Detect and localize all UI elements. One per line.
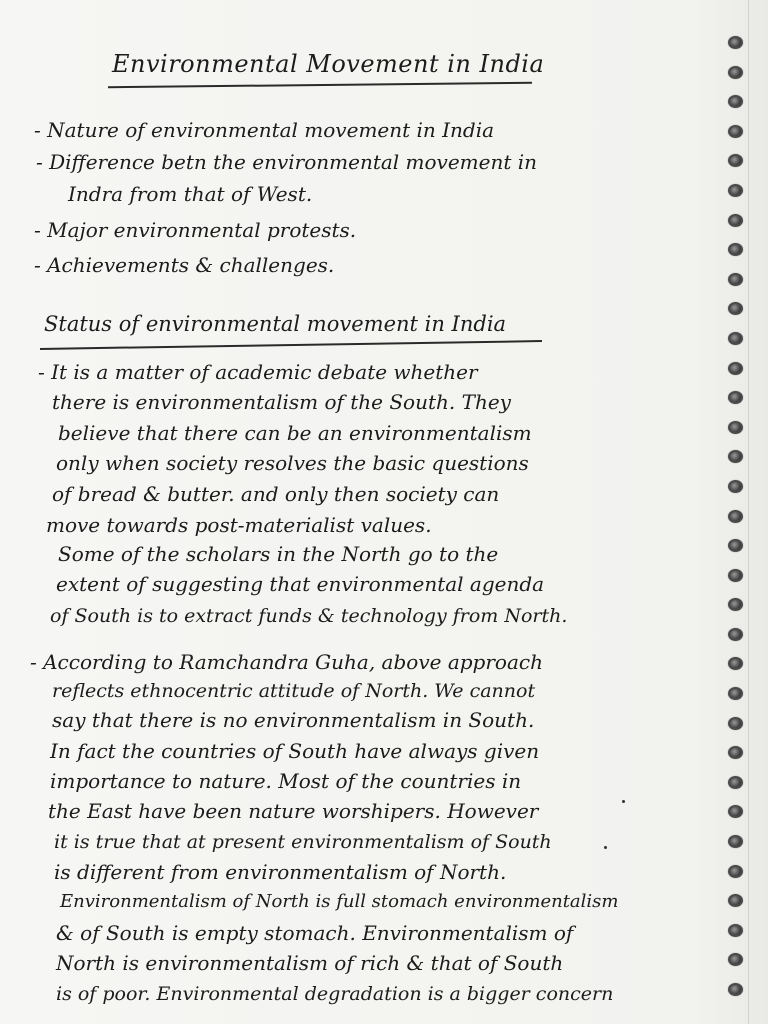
binding-ring <box>728 628 743 641</box>
text-line: Environmentalism of North is full stomach environmentalism <box>60 891 619 912</box>
pen-mark <box>622 800 625 803</box>
binding-ring <box>728 717 743 730</box>
text-line: of bread & butter. and only then society can <box>52 482 500 506</box>
binding-ring <box>728 865 743 878</box>
binding-ring <box>728 184 743 197</box>
binding-ring <box>728 302 743 315</box>
binding-ring <box>728 983 743 996</box>
binding-ring <box>728 776 743 789</box>
binding-ring <box>728 95 743 108</box>
section-heading: Status of environmental movement in India <box>44 312 507 336</box>
text-line: say that there is no environmentalism in South. <box>52 708 535 732</box>
binding-ring <box>728 510 743 523</box>
page-title: Environmental Movement in India <box>112 50 545 78</box>
binding-ring <box>728 273 743 286</box>
binding-ring <box>728 569 743 582</box>
binding-ring <box>728 835 743 848</box>
text-line: move towards post-materialist values. <box>46 513 432 537</box>
text-line: North is environmentalism of rich & that of South <box>56 951 564 975</box>
text-line: Some of the scholars in the North go to the <box>58 542 499 566</box>
binding-ring <box>728 746 743 759</box>
binding-ring <box>728 332 743 345</box>
text-line: - According to Ramchandra Guha, above approach <box>30 650 543 674</box>
binding-ring <box>728 450 743 463</box>
text-line: the East have been nature worshipers. However <box>48 799 539 823</box>
text-line: there is environmentalism of the South. They <box>52 390 511 414</box>
binding-ring <box>728 687 743 700</box>
text-line: - It is a matter of academic debate whether <box>38 360 478 384</box>
text-line: is of poor. Environmental degradation is a bigger concern <box>56 983 614 1005</box>
binding-ring <box>728 125 743 138</box>
binding-ring <box>728 894 743 907</box>
text-line: it is true that at present environmentalism of South <box>54 831 552 853</box>
binding-ring <box>728 953 743 966</box>
outline-item: - Achievements & challenges. <box>34 253 335 277</box>
binding-ring <box>728 214 743 227</box>
outline-item: - Major environmental protests. <box>34 218 357 242</box>
binding-ring <box>728 243 743 256</box>
pen-mark <box>604 846 607 849</box>
outline-item: Indra from that of West. <box>68 182 313 206</box>
text-line: believe that there can be an environmentalism <box>58 421 532 445</box>
text-line: reflects ethnocentric attitude of North. We cannot <box>52 680 536 702</box>
text-line: extent of suggesting that environmental agenda <box>56 572 545 596</box>
text-line: & of South is empty stomach. Environmentalism of <box>56 921 574 945</box>
page-edge <box>748 0 749 1024</box>
outline-item: - Nature of environmental movement in India <box>34 118 495 142</box>
binding-ring <box>728 480 743 493</box>
binding-ring <box>728 805 743 818</box>
binding-ring <box>728 154 743 167</box>
binding-ring <box>728 539 743 552</box>
section-heading-underline <box>40 340 542 350</box>
binding-ring <box>728 924 743 937</box>
binding-ring <box>728 391 743 404</box>
binding-ring <box>728 36 743 49</box>
spiral-binding <box>722 36 748 996</box>
binding-ring <box>728 362 743 375</box>
binding-ring <box>728 657 743 670</box>
title-underline <box>108 82 532 88</box>
text-line: importance to nature. Most of the countries in <box>50 769 522 793</box>
outline-item: - Difference betn the environmental movement in <box>36 150 538 174</box>
text-line: In fact the countries of South have always given <box>50 739 540 763</box>
binding-ring <box>728 66 743 79</box>
binding-ring <box>728 598 743 611</box>
binding-ring <box>728 421 743 434</box>
text-line: is different from environmentalism of North. <box>54 860 507 884</box>
text-line: only when society resolves the basic questions <box>56 451 529 475</box>
text-line: of South is to extract funds & technology from North. <box>50 605 568 627</box>
